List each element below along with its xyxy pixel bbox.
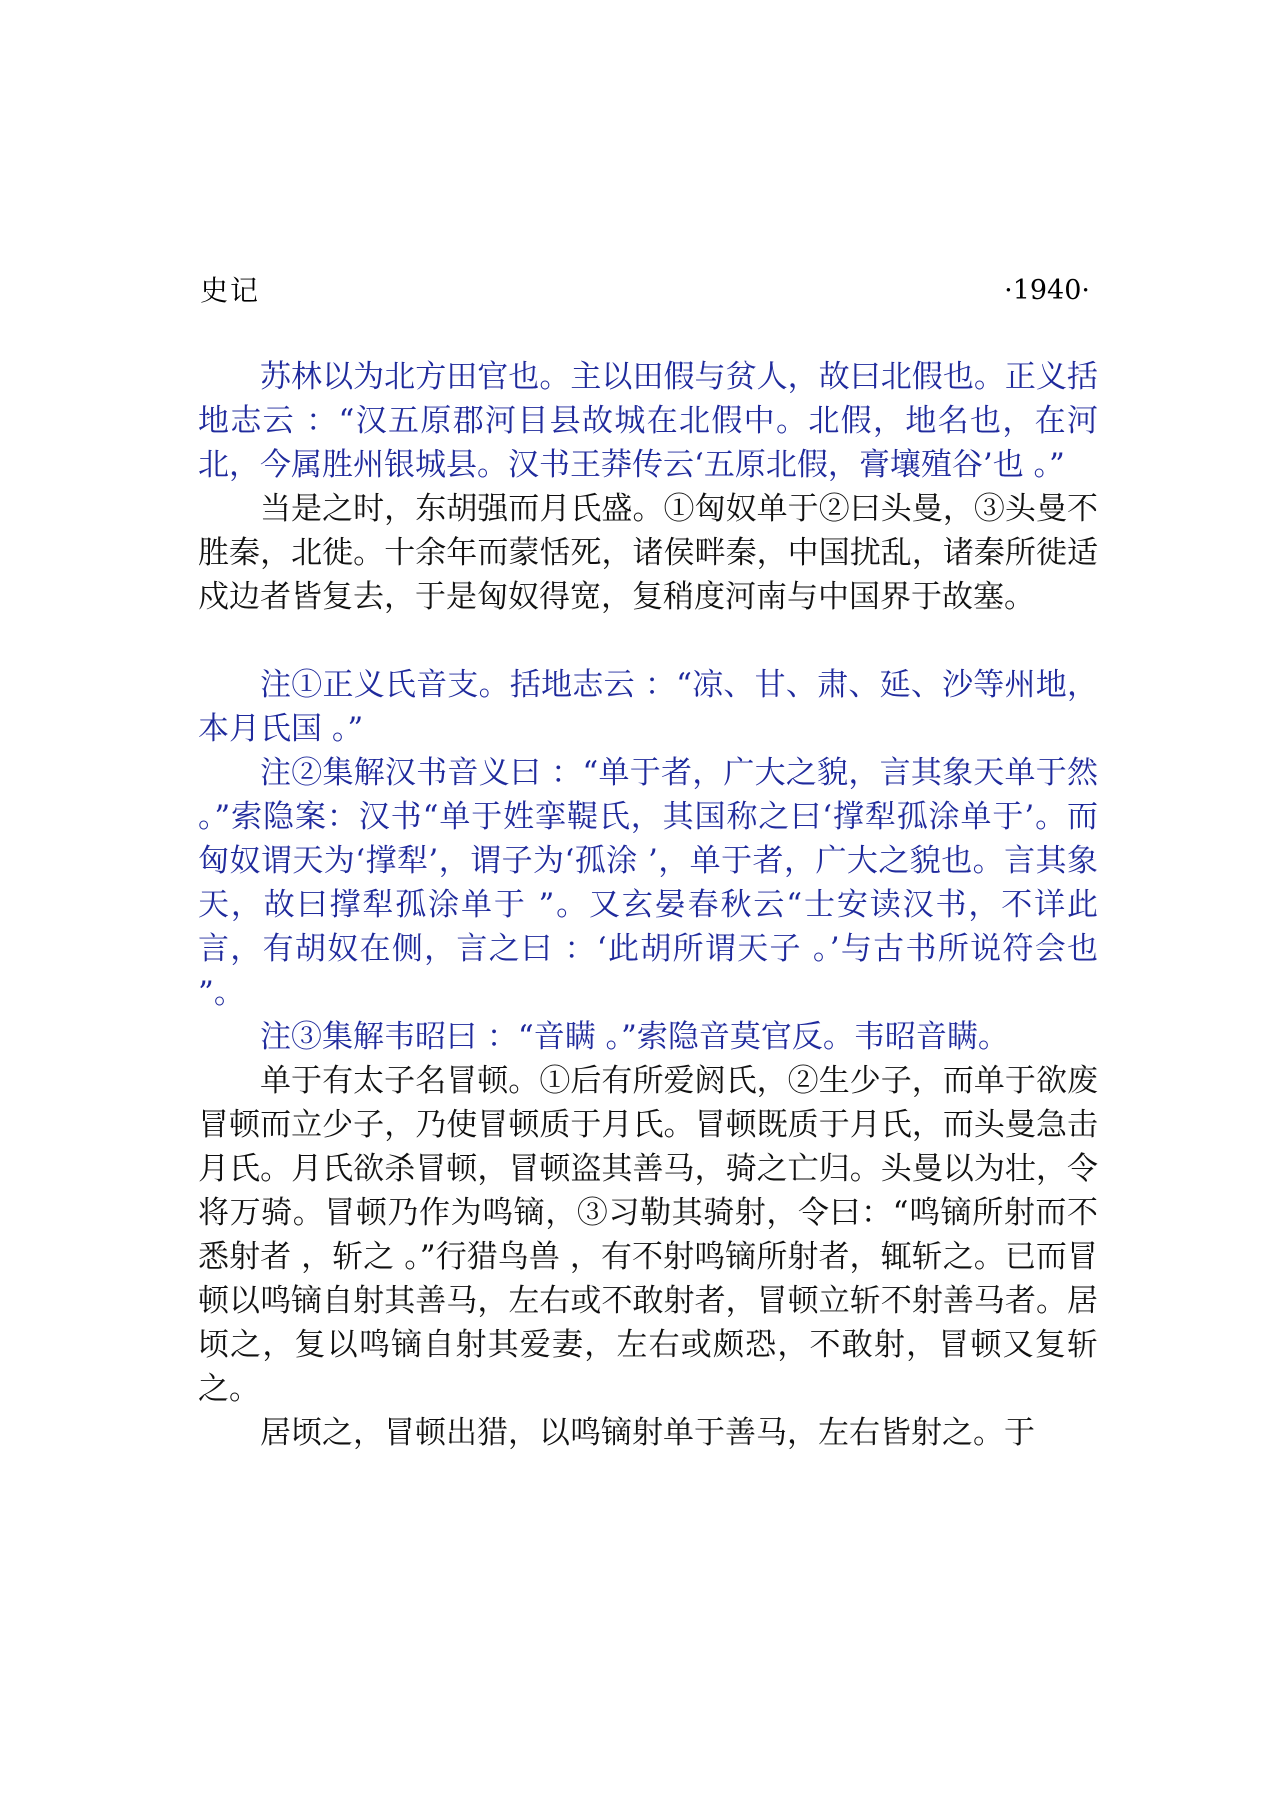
page-number: ·1940· <box>1004 275 1090 306</box>
note-3-paragraph: 注③集解韦昭曰 ：“音瞒 。”索隐音莫官反。韦昭音瞒。 <box>260 1019 1009 1055</box>
main-text-paragraph: 当是之时，东胡强而月氏盛。①匈奴单于②曰头曼，③头曼不胜秦，北徙。十余年而蒙恬死，诸侯畔秦，中国扰乱，诸秦所徙适戍边者皆复去，于是匈奴得宽，复稍度河南与中国界于故塞。 <box>198 491 1098 615</box>
note-2-paragraph: 注②集解汉书音义曰 ：“单于者，广大之貌，言其象天单于然 。”索隐案：汉书“单于姓挛鞮氏，其国称之曰‘撑犁孤涂单于’。而匈奴谓天为‘撑犁’，谓子为‘孤涂 ’，单于者，广大之貌也。言其象天，故曰撑犁孤涂单于 ”。又玄晏春秋云“士安读汉书，不详此言，有胡奴在侧，言之曰 ：‘此胡所谓天子 。’与古书所说符会也 ”。 <box>198 755 1098 1011</box>
main-text-paragraph: 居顷之，冒顿出猎，以鸣镝射单于善马，左右皆射之。于 <box>260 1415 1035 1451</box>
paragraph-spacer <box>198 619 1098 663</box>
commentary-paragraph: 苏林以为北方田官也。主以田假与贫人，故曰北假也。正义括地志云 ：“汉五原郡河目县故城在北假中。北假，地名也，在河北，今属胜州银城县。汉书王莽传云‘五原北假，膏壤殖谷’也 。” <box>198 359 1098 483</box>
body-text <box>198 355 1098 1455</box>
main-text-paragraph: 单于有太子名冒顿。①后有所爱阏氏，②生少子，而单于欲废冒顿而立少子，乃使冒顿质于月氏。冒顿既质于月氏，而头曼急击月氏。月氏欲杀冒顿，冒顿盗其善马，骑之亡归。头曼以为壮，令将万骑。冒顿乃作为鸣镝，③习勒其骑射，令曰：“鸣镝所射而不悉射者 ，斩之 。”行猎鸟兽 ，有不射鸣镝所射者，辄斩之。已而冒顿以鸣镝自射其善马，左右或不敢射者，冒顿立斩不射善马者。居顷之，复以鸣镝自射其爱妻，左右或颇恐，不敢射，冒顿又复斩之。 <box>198 1063 1098 1407</box>
note-1-paragraph: 注①正义氏音支。括地志云 ：“凉、甘、肃、延、沙等州地，本月氏国 。” <box>198 667 1098 747</box>
page-header <box>200 268 1090 314</box>
book-title: 史记 <box>200 274 261 307</box>
